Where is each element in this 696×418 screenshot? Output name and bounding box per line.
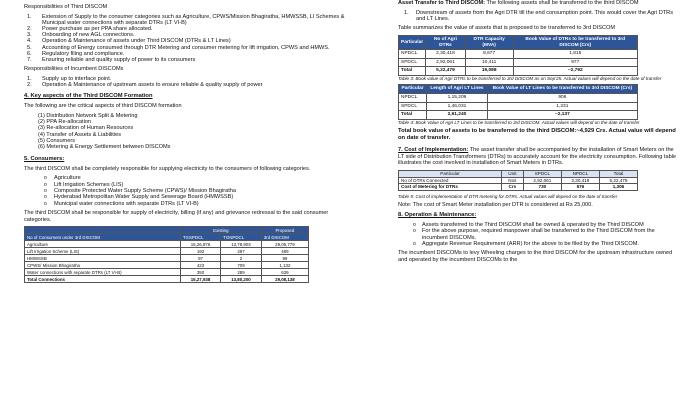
item-text: Regulatory filing and compliance.	[42, 50, 125, 57]
consumer-category-item: o Hyderabad Metropolitan Water Supply and Sewerage Board (HMWSSB)	[24, 194, 354, 200]
table-cell-value: 1,815	[513, 50, 637, 59]
table-header: Total	[599, 170, 637, 177]
table-cell-label: Lift Irrigation Scheme (LIS)	[25, 248, 181, 255]
responsibilities-heading: Responsibilities of Third DISCOM	[24, 4, 108, 10]
table-cell-value: 192	[180, 248, 220, 255]
table-cell-value: 1,46,031	[427, 102, 488, 111]
table-group-proposed: Proposed	[261, 227, 308, 234]
table-row	[25, 262, 309, 269]
aspect-item: (6) Metering & Energy Settlement between DISCOMs	[38, 144, 171, 151]
table-cell-value: 730	[523, 184, 561, 191]
table-cell-label: NPDCL	[399, 93, 427, 102]
table-cell-label: NPDCL	[399, 50, 426, 59]
aspects-list	[24, 113, 354, 151]
om-point: o Aggregate Revenue Requirement (ARR) for the above to be filed by the Third DISCOM.	[398, 241, 678, 247]
consumer-category-item: o Agriculture	[24, 175, 354, 181]
table-cell-label: Total	[399, 111, 427, 120]
om-point: o For the above purpose, required manpower shall be transferred to the Third DISCOM from the incumbent DISCOMs.	[398, 228, 678, 241]
aspect-item: (1) Distribution Network Split & Metering	[38, 112, 138, 119]
table-col-tgspdcl: TGSPDCL	[180, 234, 220, 241]
table-header: Particular	[399, 170, 502, 177]
table-row	[399, 58, 638, 67]
section8-heading: 8. Operation & Maintenance:	[398, 211, 477, 218]
section5-paragraph: The third DISCOM shall be completely responsible for supplying electricity to the consumers of following categories.	[24, 165, 311, 172]
table-header: Particular	[399, 36, 426, 50]
total-book-value: Total book value of assets to be transferred to the third DISCOM:~4,929 Crs. Actual value will depend on date of transfer.	[398, 128, 676, 142]
table-cell-value: 5,22,479	[426, 67, 466, 76]
list-item	[24, 82, 354, 88]
item-text: Accounting of Energy consumed through DTR Metering and consumer metering for lift irrigation, CPWS and HMWS.	[42, 44, 330, 51]
asset-point-text: Downstream of assets from the Agri DTR till the end consumption point. This would cover the Agri DTRs and LT Lines.	[416, 9, 674, 22]
table-cell-value: 15,26,876	[180, 241, 220, 248]
item-text: Operation & Maintenance of assets under Third DISCOM (DTRs & LT Lines)	[42, 38, 231, 45]
table-cell-value: 99	[261, 255, 308, 262]
item-number: 3.	[27, 32, 32, 39]
table-row	[399, 67, 638, 76]
section5-paragraph-2: The third DISCOM shall be responsible for supply of electricity, billing (if any) and grievance redressal to the said consumer categories.	[24, 210, 329, 223]
table-cell-value: 2,30,418	[561, 177, 599, 184]
table-cell-value: 13,80,200	[221, 276, 262, 283]
note: Note: The cost of Smart Meter installation per DTR is considered at Rs 25,000.	[398, 202, 593, 209]
table-header: Particular	[399, 85, 427, 94]
table-row	[25, 248, 309, 255]
table-row	[399, 177, 638, 184]
table-cell-label: HMWSSB	[25, 255, 181, 262]
item-number: 6.	[27, 50, 32, 57]
table-cell-value: 2,30,418	[426, 50, 466, 59]
table-cell-value: ~2,137	[487, 111, 637, 120]
table-header: Book Value of LT Lines to be transferred to 3rd DISCOM (Crs)	[487, 85, 637, 94]
third-discom-responsibilities-list	[24, 14, 354, 64]
table-row	[25, 269, 309, 276]
consumer-category-item: o Municipal water connections with separate DTRs (LT VI-B)	[24, 201, 354, 207]
section5-heading: 5. Consumers:	[24, 155, 65, 162]
table-header: No of Agri DTRs	[426, 36, 466, 50]
table-header: SPDCL	[523, 170, 561, 177]
table-cell-value: 97	[180, 255, 220, 262]
section7-text: The asset transfer shall be accompanied by the installation of Smart Meters on the LT side of Distribution Transformers (DTRs) to accurately account for the electricity consumption. Following table illustrates the cost involved in installation of Smart Meters in DTRs.	[398, 147, 677, 167]
consumer-category-item: o Lift Irrigation Schemes (LIS)	[24, 182, 354, 188]
table-row	[399, 50, 638, 59]
table-cell-value: 906	[487, 93, 637, 102]
table-cell-value: 10,411	[465, 58, 513, 67]
aspect-item: (2) PPA Re-allocation	[38, 119, 92, 126]
left-column	[24, 0, 354, 283]
item-text: Power purchase as per PPA share allocated.	[42, 26, 153, 32]
table-cell-value: 423	[180, 262, 220, 269]
right-column	[398, 0, 678, 264]
asset-point	[398, 10, 678, 23]
table-cell-value: Crs	[501, 184, 523, 191]
item-text: Supply up to interface point.	[42, 75, 112, 82]
table-header: NPDCL	[561, 170, 599, 177]
table-header: Unit	[501, 170, 523, 177]
table-row	[25, 255, 309, 262]
table-cell-label: Agriculture	[25, 241, 181, 248]
table-cell-value: 8,677	[465, 50, 513, 59]
list-item	[24, 57, 354, 63]
section4-intro: The following are the critical aspects of third DISCOM formation	[24, 103, 182, 110]
table-cell-value: 489	[261, 248, 308, 255]
table-cell-value: ~2,792	[513, 67, 637, 76]
table-cell-value: 1,231	[487, 102, 637, 111]
table-col-category: No of Consumers under 3rd DISCOM	[25, 234, 181, 241]
item-number: 2.	[27, 26, 32, 32]
metering-cost-table	[398, 170, 638, 191]
table-cell-label: Water connections with separate DTRs (LT VI-B)	[25, 269, 181, 276]
final-paragraph: The incumbent DISCOMs to levy Wheeling charges to the third DISCOM for the upstream infrastructure owned and operated by the incumbent DISCOMs to the	[398, 250, 673, 263]
item-number: 1.	[27, 13, 32, 20]
table-group-existing: Existing	[180, 227, 261, 234]
table4-caption: Table 4: Book Value of Agri LT Lines to be transferred to 3rd DISCOM. Actual values will depend on the date of transfer	[398, 119, 640, 125]
consumer-categories-list	[24, 175, 354, 207]
table-cell-label: Total	[399, 67, 426, 76]
table-cell-value: 29,05,779	[261, 241, 308, 248]
table-cell-value: 13,78,903	[221, 241, 262, 248]
item-number: 2.	[27, 82, 32, 89]
table-cell-label: No of DTRs Connected	[399, 177, 502, 184]
item-text: Onboarding of new AGL connections.	[42, 32, 135, 39]
table-cell-value: 2,92,061	[426, 58, 466, 67]
section7-heading: 7. Cost of Implementation:	[398, 147, 469, 154]
table-cell-label: Cost of Metering for DTRs	[399, 184, 502, 191]
table-cell-value: 297	[221, 248, 262, 255]
aspect-item: (5) Consumers	[38, 138, 75, 144]
asset-point-number: 1.	[404, 9, 409, 16]
table-cell-value: Nos	[501, 177, 523, 184]
table5-caption: Table 5: Cost of implementation of DTR metering for DTRs. Actual values will depend on the date of transfer	[398, 193, 618, 199]
table-cell-value: 2,92,061	[523, 177, 561, 184]
table-header: Length of Agri LT Lines	[427, 85, 488, 94]
table-row	[399, 184, 638, 191]
table-cell-label: CPWS/ Mission Bhagiratha	[25, 262, 181, 269]
item-number: 5.	[27, 44, 32, 51]
om-points-list	[398, 222, 678, 248]
table-intro: Table summarizes the value of assets that is proposed to be transferred to 3rd DISCOM	[398, 25, 616, 32]
item-text: Ensuring reliable and quality supply of power to its consumers	[42, 57, 196, 64]
om-point: o Assets transferred to the Third DISCOM shall be owned & operated by the Third DISCOM	[398, 222, 678, 228]
consumer-category-item: o Composite Protected Water Supply Scheme (CPWS)/ Mission Bhagiratha	[24, 188, 354, 194]
section4-heading: 4. Key aspects of the Third DISCOM Formation	[24, 93, 153, 100]
table-cell-value: 709	[221, 262, 262, 269]
section7-paragraph	[398, 147, 678, 167]
table-col-third-discom: 3rd DISCOM	[261, 234, 308, 241]
table-cell-value: 2	[221, 255, 262, 262]
asset-transfer-paragraph	[398, 0, 678, 7]
table-cell-value: 977	[513, 58, 637, 67]
incumbent-responsibilities-list	[24, 76, 354, 88]
consumers-table	[24, 226, 309, 283]
table-row	[25, 241, 309, 248]
aspect-item: (3) Re-allocation of Human Resources	[38, 125, 134, 132]
table-cell-label: Total Connections	[25, 276, 181, 283]
table-cell-value: 289	[221, 269, 262, 276]
item-number: 7.	[27, 57, 32, 64]
table-cell-value: 639	[261, 269, 308, 276]
agri-dtr-table	[398, 35, 638, 76]
table-cell-value: 5,22,479	[599, 177, 637, 184]
table3-caption: Table 3: Book value of Agri DTRs to be transferred to 3rd DISCOM as on Sep'25. Actual values will depend on the date of transfer	[398, 75, 662, 81]
table-cell-value: 1,306	[599, 184, 637, 191]
table-cell-value: 2,61,240	[427, 111, 488, 120]
table-cell-value: 15,27,938	[180, 276, 220, 283]
table-col-tgnpdcl: TGNPDCL	[221, 234, 262, 241]
table-header: DTR Capacity (MVA)	[465, 36, 513, 50]
table-row	[25, 276, 309, 283]
table-cell-value: 576	[561, 184, 599, 191]
table-header: Book Value of DTRs to be transferred to 3rd DISCOM (Crs)	[513, 36, 637, 50]
item-text: Extension of Supply to the consumer categories such as Agriculture, CPWS/Mission Bhagiratha, HMWSSB, LI Schemes & Municipal water connections with separate DTRs (LT VI-B)	[42, 13, 345, 26]
asset-transfer-text: The following assets shall be transferred to the third DISCOM	[485, 0, 639, 6]
table-cell-label: SPDCL	[399, 58, 426, 67]
table-cell-value: 1,132	[261, 262, 308, 269]
table-header-blank	[25, 227, 181, 234]
table-cell-value: 350	[180, 269, 220, 276]
aspect-item: (4) Transfer of Assets & Liabilities	[38, 131, 122, 138]
table-row	[399, 102, 638, 111]
table-cell-value: 1,15,209	[427, 93, 488, 102]
incumbent-heading: Responsibilities of Incumbent DISCOMs	[24, 66, 124, 73]
table-cell-value: 19,088	[465, 67, 513, 76]
item-number: 1.	[27, 75, 32, 82]
table-row	[399, 111, 638, 120]
table-cell-label: SPDCL	[399, 102, 427, 111]
asset-transfer-heading: Asset Transfer to Third DISCOM:	[398, 0, 486, 6]
item-text: Operation & Maintenance of upstream assets to ensure reliable & quality supply of power	[42, 82, 263, 89]
table-cell-value: 29,08,138	[261, 276, 308, 283]
list-item	[24, 14, 354, 26]
item-number: 4.	[27, 38, 32, 45]
lt-lines-table	[398, 84, 638, 119]
table-row	[399, 93, 638, 102]
